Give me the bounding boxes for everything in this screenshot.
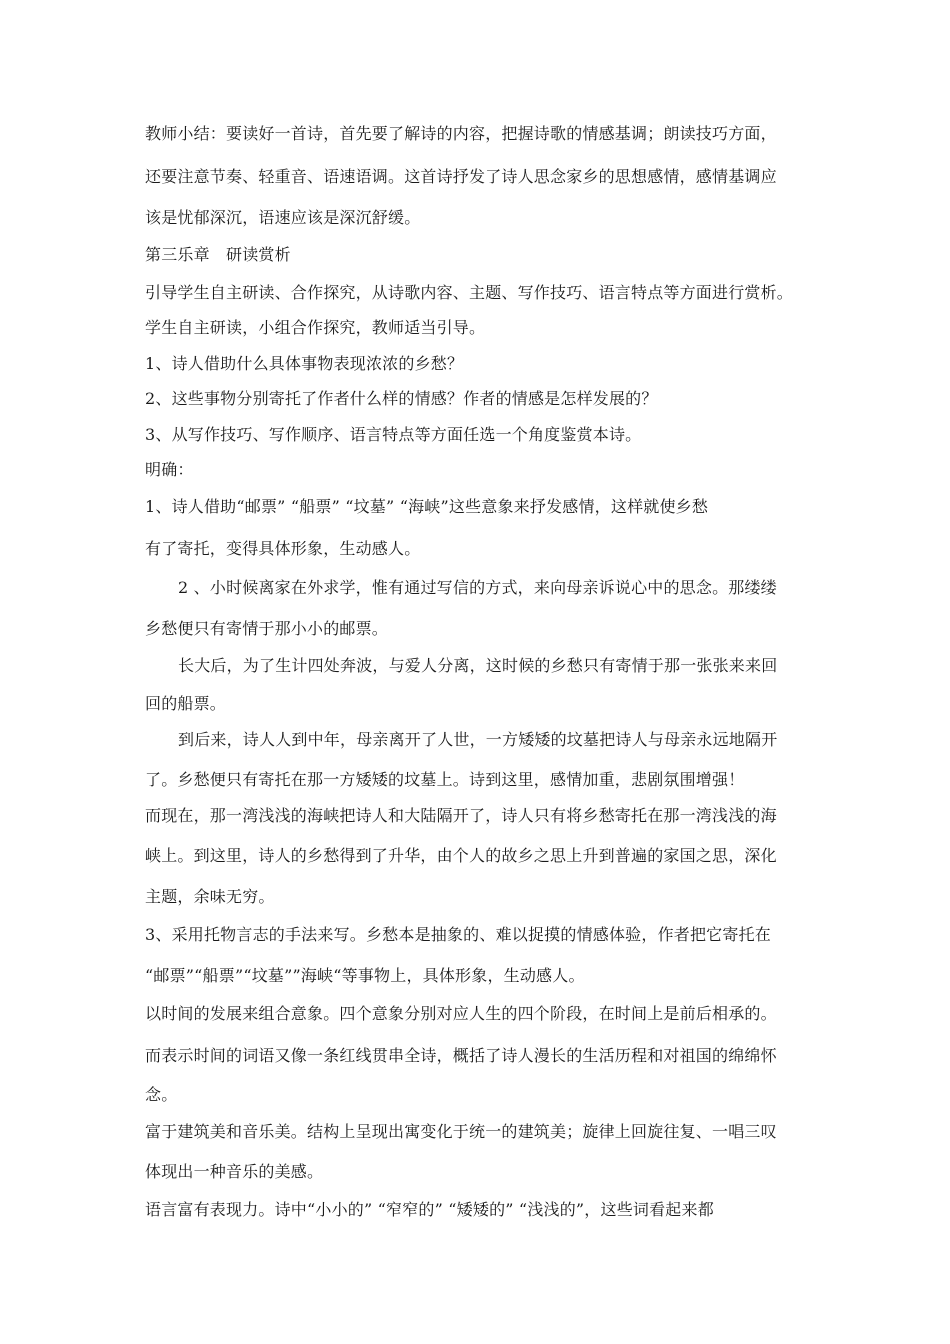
text-line: 峡上。到这里，诗人的乡愁得到了升华，由个人的故乡之思上升到普遍的家国之思，深化 (145, 846, 777, 865)
text-line: 念。 (145, 1085, 178, 1104)
text-line: 1、诗人借助“邮票” “船票” “坟墓” “海峡”这些意象来抒发感情，这样就使乡愁 (145, 497, 709, 516)
text-line: 2 、小时候离家在外求学，惟有通过写信的方式，来向母亲诉说心中的思念。那缕缕 (178, 578, 777, 597)
text-line: 引导学生自主研读、合作探究，从诗歌内容、主题、写作技巧、语言特点等方面进行赏析。 (145, 283, 794, 302)
text-line: 学生自主研读，小组合作探究，教师适当引导。 (145, 318, 486, 337)
text-line: 该是忧郁深沉，语速应该是深沉舒缓。 (145, 208, 421, 227)
text-line: 教师小结：要读好一首诗，首先要了解诗的内容，把握诗歌的情感基调；朗读技巧方面， (145, 124, 777, 143)
section-heading: 第三乐章 研读赏析 (145, 245, 291, 264)
text-line: 还要注意节奏、轻重音、语速语调。这首诗抒发了诗人思念家乡的思想感情，感情基调应 (145, 167, 777, 186)
question-line: 2、这些事物分别寄托了作者什么样的情感？作者的情感是怎样发展的？ (145, 389, 658, 408)
text-line: 有了寄托，变得具体形象，生动感人。 (145, 539, 421, 558)
text-line: 了。乡愁便只有寄托在那一方矮矮的坟墓上。诗到这里，感情加重，悲剧氛围增强！ (145, 770, 745, 789)
text-line: 体现出一种音乐的美感。 (145, 1162, 324, 1181)
question-line: 1、诗人借助什么具体事物表现浓浓的乡愁？ (145, 354, 464, 373)
text-line: 乡愁便只有寄情于那小小的邮票。 (145, 619, 389, 638)
text-line: 到后来，诗人人到中年，母亲离开了人世，一方矮矮的坟墓把诗人与母亲永远地隔开 (178, 730, 778, 749)
text-line: 回的船票。 (145, 694, 227, 713)
text-line: 3、采用托物言志的手法来写。乡愁本是抽象的、难以捉摸的情感体验，作者把它寄托在 (145, 925, 771, 944)
text-line: 以时间的发展来组合意象。四个意象分别对应人生的四个阶段，在时间上是前后相承的。 (145, 1004, 777, 1023)
text-line: “邮票”“船票”“坟墓””海峡“等事物上，具体形象，生动感人。 (145, 966, 585, 985)
text-line: 而现在，那一湾浅浅的海峡把诗人和大陆隔开了，诗人只有将乡愁寄托在那一湾浅浅的海 (145, 806, 777, 825)
text-line: 而表示时间的词语又像一条红线贯串全诗，概括了诗人漫长的生活历程和对祖国的绵绵怀 (145, 1046, 777, 1065)
text-line: 主题，余味无穷。 (145, 887, 275, 906)
text-line: 富于建筑美和音乐美。结构上呈现出寓变化于统一的建筑美；旋律上回旋往复、一唱三叹 (145, 1122, 777, 1141)
question-line: 3、从写作技巧、写作顺序、语言特点等方面任选一个角度鉴赏本诗。 (145, 425, 642, 444)
text-line: 长大后，为了生计四处奔波，与爱人分离，这时候的乡愁只有寄情于那一张张来来回 (178, 656, 778, 675)
text-line: 语言富有表现力。诗中“小小的” “窄窄的” “矮矮的” “浅浅的”，这些词看起来都 (145, 1200, 714, 1219)
text-line: 明确： (145, 460, 194, 479)
